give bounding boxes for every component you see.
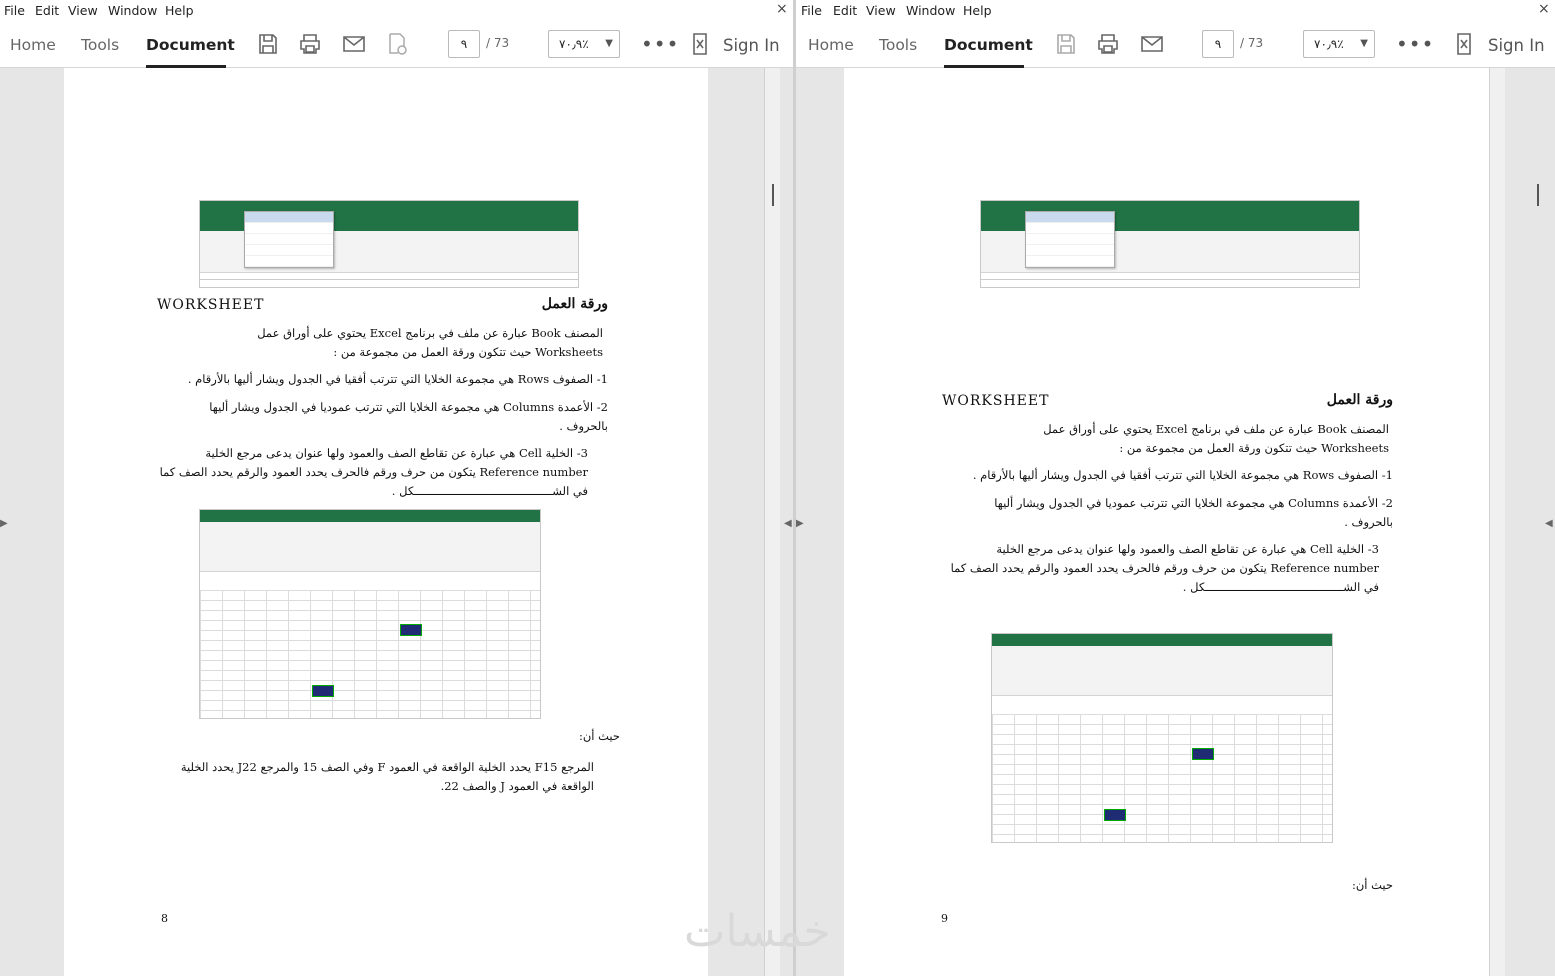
pane-expand-arrow-icon[interactable]: ▶ [796,518,804,529]
heading-arabic: ورقة العمل [541,296,608,312]
heading-english: WORKSHEET [157,297,265,313]
document-page [844,68,1489,976]
excel-cell-grid [992,714,1332,842]
list-item-cell: 3- الخلية Cell هي عبارة عن تقاطع الصف والعمود ولها عنوان يدعى مرجع الخلية Reference number يتكون من حرف ورقم فالحرف يحدد العمود والرقم يحدد الصف كما في الشـــــــــــــــــــــــــــــــــــــــــكل . [950,542,1379,594]
tab-document[interactable]: Document [146,36,235,54]
excel-ribbon [992,646,1332,696]
menu-file[interactable]: File [4,3,25,18]
page-total: / 73 [1240,36,1264,50]
where-label: حيث أن: [1351,878,1393,892]
mobile-link-icon[interactable] [1452,32,1476,56]
list-item-rows: 1- الصفوف Rows هي مجموعة الخلايا التي تترتب أفقيا في الجدول ويشار أليها بالأرقام . [187,372,608,386]
save-icon[interactable] [256,32,280,56]
menu-window[interactable]: Window [108,3,158,18]
print-icon[interactable] [298,32,322,56]
pane-collapse-arrow-icon[interactable]: ◀ [784,518,792,529]
intro-paragraph: المصنف Book عبارة عن ملف في برنامج Excel يحتوي على أوراق عمل Worksheets حيث تتكون ورقة العمل من مجموعة من : [1043,422,1389,455]
menu-help[interactable]: Help [165,3,194,18]
email-icon[interactable] [1140,32,1164,56]
toolbar [796,20,1555,68]
zoom-select[interactable] [1303,30,1375,58]
list-item-columns: 2- الأعمدة Columns هي مجموعة الخلايا التي تترتب عموديا في الجدول ويشار أليها بالحروف . [994,496,1393,529]
menu-bar [0,0,793,20]
page-number-input[interactable]: ٩ [448,30,480,58]
example-paragraph: المرجع F15 يحدد الخلية الواقعة في العمود F وفي الصف 15 والمرجع J22 يحدد الخلية الواقعة في العمود J والصف 22. [180,760,594,793]
menu-file[interactable]: File [801,3,822,18]
list-item-cell: 3- الخلية Cell هي عبارة عن تقاطع الصف والعمود ولها عنوان يدعى مرجع الخلية Reference number يتكون من حرف ورقم فالحرف يحدد العمود والرقم يحدد الصف كما في الشـــــــــــــــــــــــــــــــــــــــــكل . [159,446,588,498]
excel-ribbon [200,522,540,572]
menu-edit[interactable]: Edit [35,3,60,18]
print-icon[interactable] [1096,32,1120,56]
menu-edit[interactable]: Edit [833,3,858,18]
vertical-scrollbar[interactable] [1489,68,1505,976]
toolbar [0,20,793,68]
save-icon[interactable] [1054,32,1078,56]
menu-view[interactable]: View [866,3,896,18]
menu-bar [796,0,1555,20]
more-tools-icon[interactable]: ••• [641,32,680,56]
page-number: 8 [161,912,168,925]
mobile-link-icon[interactable] [688,32,712,56]
selected-cell-j22 [1104,809,1126,821]
vertical-scrollbar[interactable] [764,68,780,976]
page-total: / 73 [486,36,510,50]
sign-in-button[interactable]: Sign In [723,36,780,55]
list-item-rows: 1- الصفوف Rows هي مجموعة الخلايا التي تترتب أفقيا في الجدول ويشار أليها بالأرقام . [972,468,1393,482]
excel-grid-screenshot [991,633,1333,843]
site-watermark: خمسات [684,906,831,957]
menu-help[interactable]: Help [963,3,992,18]
heading-english: WORKSHEET [942,393,1050,409]
selected-cell-f15 [400,624,422,636]
more-tools-icon[interactable]: ••• [1396,32,1435,56]
certify-icon[interactable] [385,32,409,56]
tab-home[interactable]: Home [10,36,56,54]
excel-title-bar [200,510,540,522]
tab-tools[interactable]: Tools [879,36,918,54]
viewer-pane-right [796,0,1555,976]
zoom-value: ٧٠٫٩٪ [1314,37,1344,51]
document-page [64,68,708,976]
scrollbar-thumb[interactable] [772,184,774,206]
menu-window[interactable]: Window [906,3,956,18]
tab-home[interactable]: Home [808,36,854,54]
list-item-columns: 2- الأعمدة Columns هي مجموعة الخلايا التي تترتب عموديا في الجدول ويشار أليها بالحروف . [209,400,608,433]
close-icon[interactable]: × [776,1,788,17]
sign-in-button[interactable]: Sign In [1488,36,1545,55]
chevron-down-icon: ▼ [1360,38,1368,49]
right-edge-arrow-icon[interactable]: ◀ [1545,518,1553,529]
scrollbar-thumb[interactable] [1537,184,1539,206]
email-icon[interactable] [342,32,366,56]
selected-cell-j22 [312,685,334,697]
excel-grid-screenshot [199,509,541,719]
excel-cell-grid [200,590,540,718]
tab-tools[interactable]: Tools [81,36,120,54]
excel-title-bar [992,634,1332,646]
page-number: 9 [941,912,948,925]
selected-cell-f15 [1192,748,1214,760]
where-label: حيث أن: [578,729,620,743]
zoom-value: ٧٠٫٩٪ [559,37,589,51]
zoom-select[interactable] [548,30,620,58]
heading-arabic: ورقة العمل [1326,392,1393,408]
close-icon[interactable]: × [1538,1,1550,17]
menu-view[interactable]: View [68,3,98,18]
intro-paragraph: المصنف Book عبارة عن ملف في برنامج Excel يحتوي على أوراق عمل Worksheets حيث تتكون ورقة العمل من مجموعة من : [257,326,603,359]
tab-document[interactable]: Document [944,36,1033,54]
chevron-down-icon: ▼ [605,38,613,49]
page-number-input[interactable]: ٩ [1202,30,1234,58]
left-edge-arrow-icon[interactable]: ▶ [0,518,8,529]
